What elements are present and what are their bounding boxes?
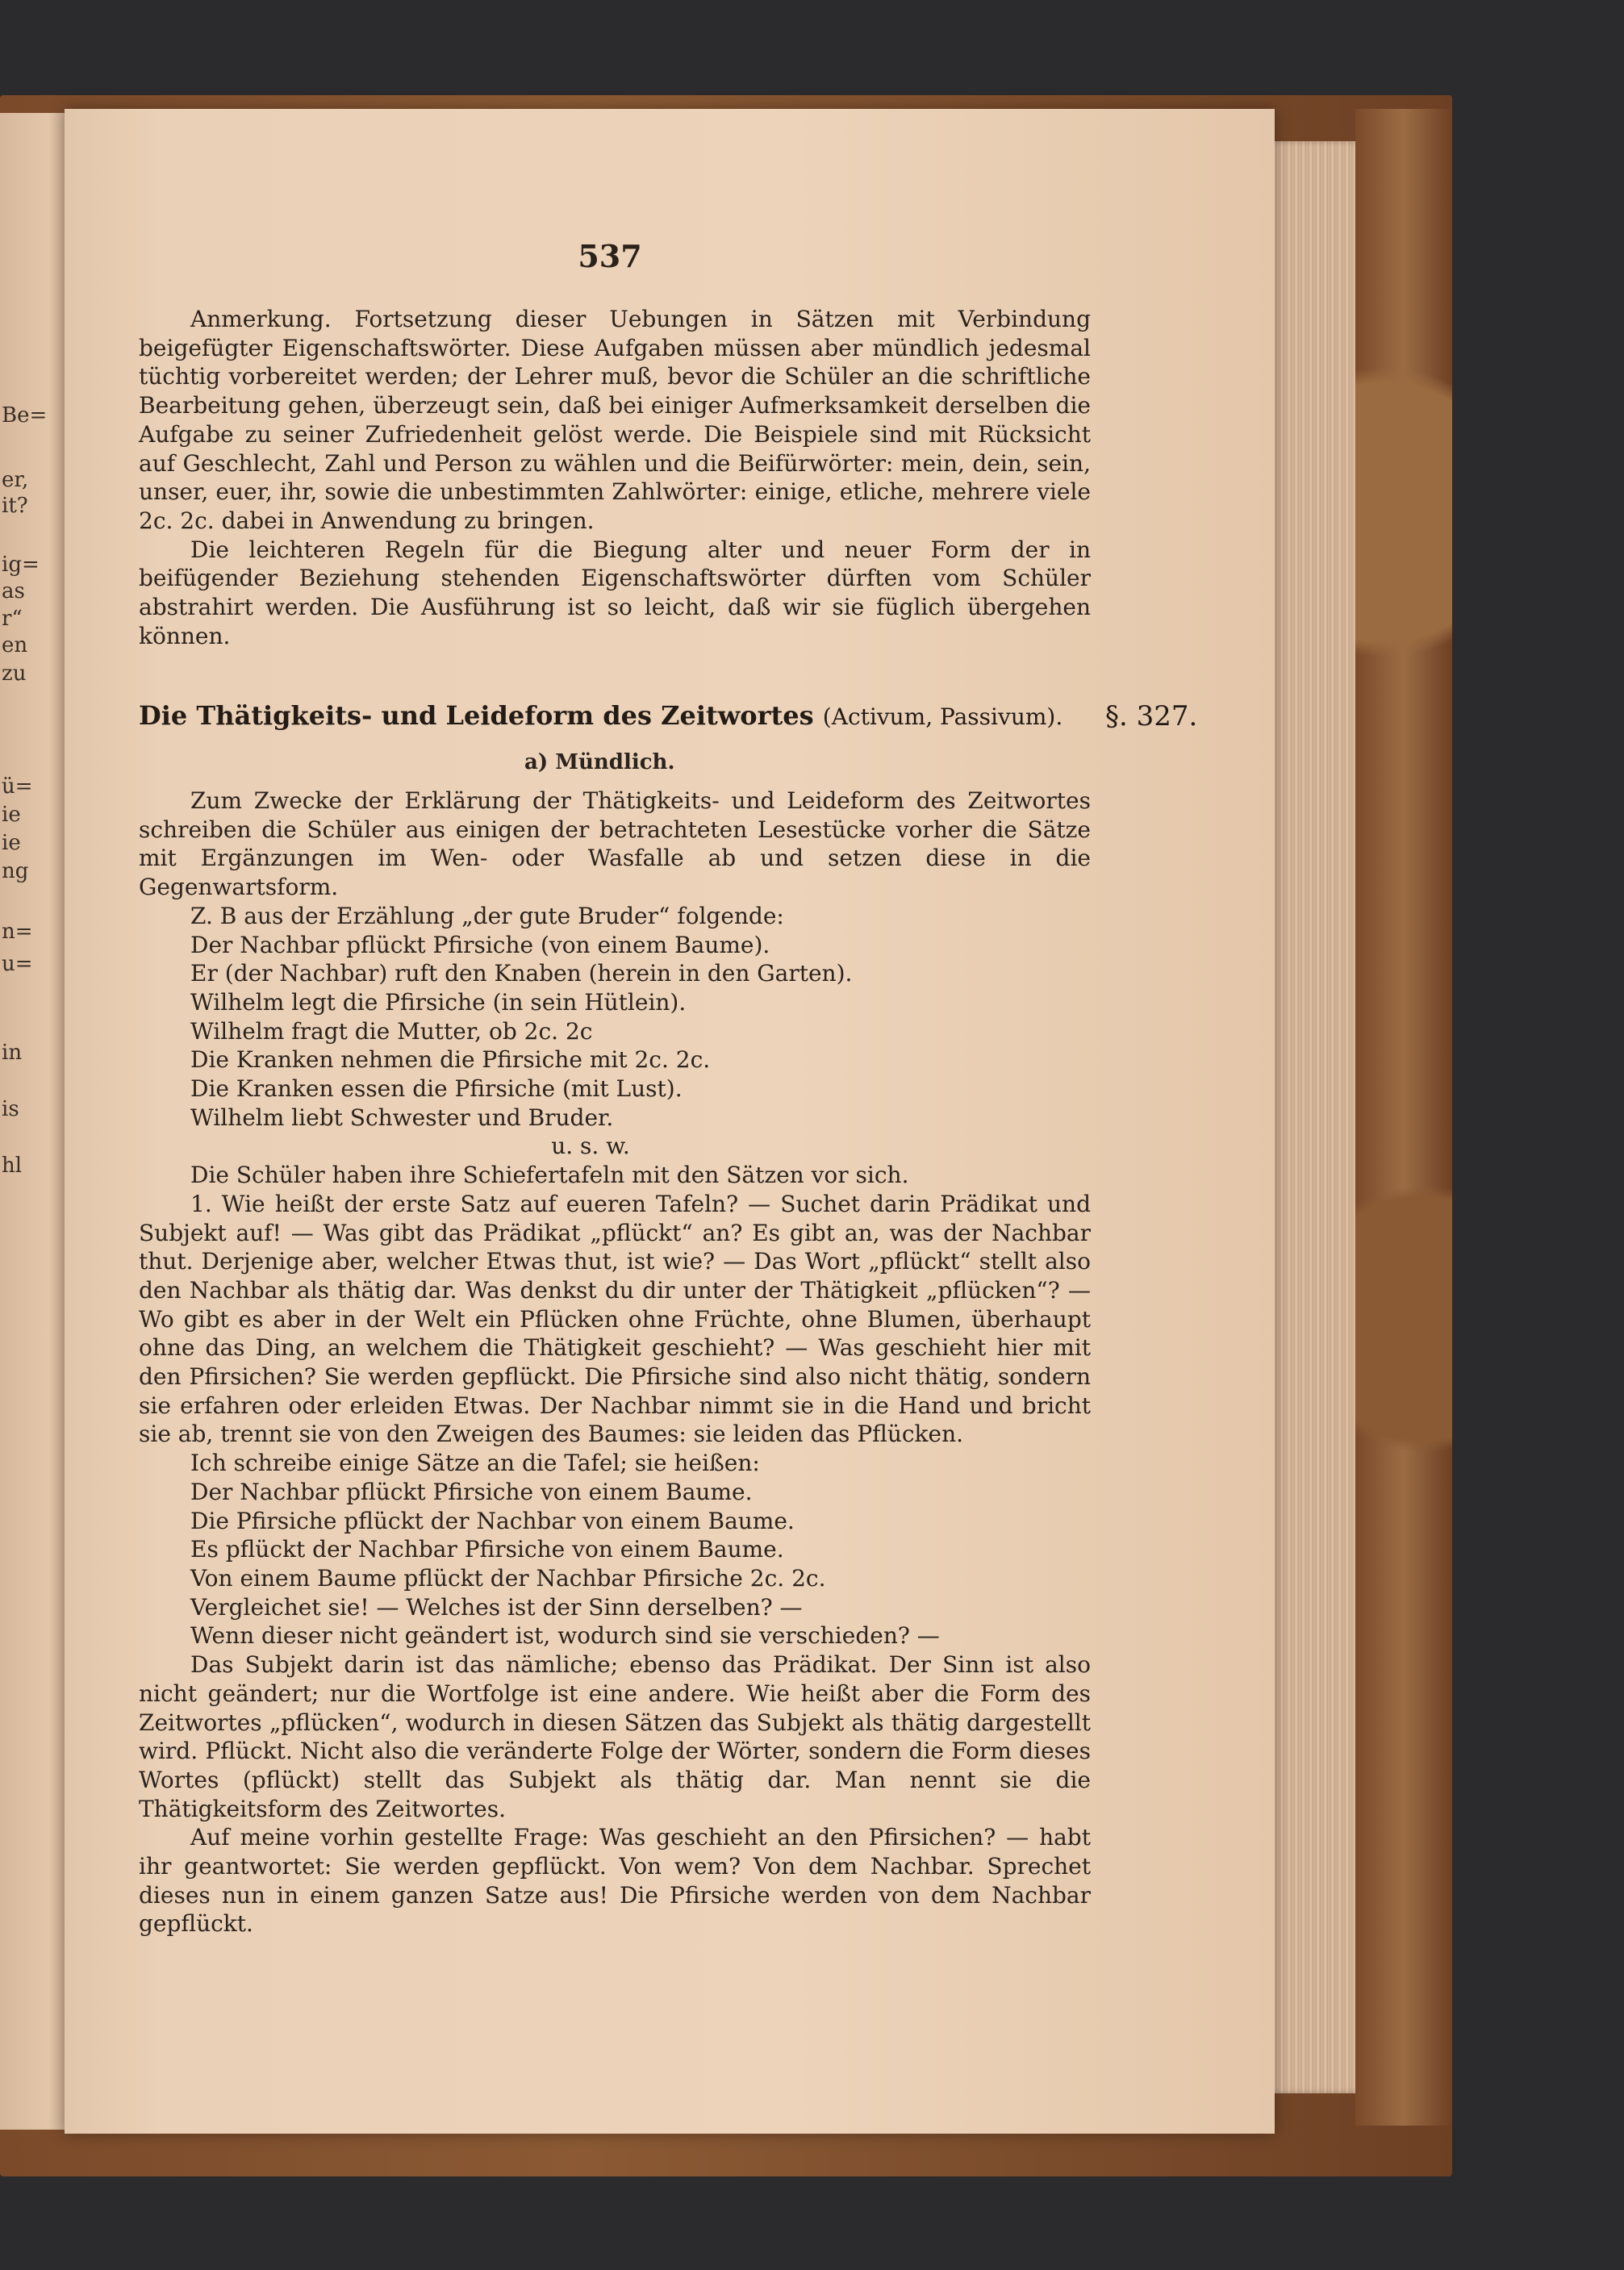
- left-page-fragment: r“: [2, 607, 23, 631]
- top-text-block: [139, 305, 1091, 650]
- subheading: a) Mündlich.: [524, 750, 675, 774]
- example-line: Die Pfirsiche pflückt der Nachbar von einem Baume.: [190, 1507, 795, 1534]
- example-line: Wilhelm fragt die Mutter, ob 2c. 2c: [190, 1017, 593, 1045]
- heading-latin: (Activum, Passivum).: [822, 703, 1063, 730]
- heading-title: Die Thätigkeits- und Leideform des Zeitwortes: [139, 700, 814, 731]
- page-edges: [1263, 141, 1355, 2093]
- left-page-fragment: hl: [2, 1154, 23, 1178]
- left-page-fragment: ie: [2, 831, 21, 855]
- main-text-block: [139, 787, 1091, 1938]
- example-line: Die Kranken nehmen die Pfirsiche mit 2c. 2c.: [190, 1046, 711, 1074]
- example-line: Von einem Baume pflückt der Nachbar Pfirsiche 2c. 2c.: [190, 1564, 826, 1592]
- question-paragraph: 1. Wie heißt der erste Satz auf eueren Tafeln? — Suchet darin Prädikat und Subjekt auf! — Was gibt das Prädikat „pflückt“ an? Es gibt an, was der Nachbar thut. Derjenige aber, welcher Etwas thut, ist wie? — Das Wort „pflückt“ stellt also den Nachbar als thätig dar. Was denkst du dir unter der Thätigkeit „pflücken“? — Wo gibt es aber in der Welt ein Pflücken ohne Früchte, ohne Blumen, überhaupt ohne das Ding, an welchem die Thätigkeit geschieht? — Was geschieht hier mit den Pfirsichen? Sie werden gepflückt. Die Pfirsiche sind also nicht thätig, sondern sie erfahren oder erleiden Etwas. Der Nachbar nimmt sie in die Hand und bricht sie ab, trennt sie von den Zweigen des Baumes: sie leiden das Pflücken.: [139, 1190, 1091, 1448]
- example-line: Der Nachbar pflückt Pfirsiche von einem Baume.: [190, 1478, 753, 1505]
- example-line: Z. B aus der Erzählung „der gute Bruder“ folgende:: [190, 902, 784, 929]
- anmerkung-paragraph: Anmerkung. Fortsetzung dieser Uebungen in Sätzen mit Verbindung beigefügter Eigenschaftswörter. Diese Aufgaben müssen aber mündlich jedesmal tüchtig vorbereitet werden; der Lehrer muß, bevor die Schüler an die schriftliche Bearbeitung gehen, überzeugt sein, daß bei einiger Aufmerksamkeit derselben die Aufgabe zu seiner Zufriedenheit gelöst werde. Die Beispiele sind mit Rücksicht auf Geschlecht, Zahl und Person zu wählen und die Beifürwörter: mein, dein, sein, unser, euer, ihr, sowie die unbestimmten Zahlwörter: einige, etliche, mehrere viele 2c. 2c. dabei in Anwendung zu bringen.: [139, 306, 1091, 534]
- example-line: Es pflückt der Nachbar Pfirsiche von einem Baume.: [190, 1536, 784, 1563]
- left-page-edge: [0, 113, 69, 2130]
- example-line: Vergleichet sie! — Welches ist der Sinn derselben? —: [190, 1593, 803, 1621]
- example-line: Wilhelm legt die Pfirsiche (in sein Hütlein).: [190, 988, 687, 1016]
- left-page-fragment: u=: [2, 952, 33, 976]
- example-line: Wenn dieser nicht geändert ist, wodurch sind sie verschieden? —: [190, 1622, 940, 1650]
- slates-paragraph: Die Schüler haben ihre Schiefertafeln mit den Sätzen vor sich.: [190, 1162, 909, 1189]
- subject-paragraph: Das Subjekt darin ist das nämliche; ebenso das Prädikat. Der Sinn ist also nicht geändert; nur die Wortfolge ist eine andere. Wie heißt aber die Form des Zeitwortes „pflücken“, wodurch in diesen Sätzen das Subjekt als thätig dargestellt wird. Pflückt. Nicht also die veränderte Folge der Wörter, sondern die Form dieses Wortes (pflückt) stellt das Subjekt als thätig dar. Man nennt sie die Thätigkeitsform des Zeitwortes.: [139, 1651, 1091, 1822]
- left-page-fragment: Be=: [2, 403, 48, 428]
- regeln-paragraph: Die leichteren Regeln für die Biegung alter und neuer Form der in beifügender Beziehung stehenden Eigenschaftswörter dürften vom Schüler abstrahirt werden. Die Ausführung ist so leicht, daß wir sie füglich übergehen können.: [139, 536, 1091, 649]
- example-list-2: [139, 1449, 1091, 1650]
- left-page-fragment: ng: [2, 859, 29, 883]
- example-line: Der Nachbar pflückt Pfirsiche (von einem Baume).: [190, 931, 770, 958]
- page-number: 537: [578, 238, 642, 274]
- left-page-fragment: ig=: [2, 553, 40, 577]
- example-list-1: [139, 902, 1091, 1133]
- final-paragraph: Auf meine vorhin gestellte Frage: Was geschieht an den Pfirsichen? — habt ihr geantwortet: Sie werden gepflückt. Von wem? Von dem Nachbar. Sprechet dieses nun in einem ganzen Satze aus! Die Pfirsiche werden von dem Nachbar gepflückt.: [139, 1824, 1091, 1938]
- left-page-fragment: in: [2, 1041, 23, 1065]
- example-line: Ich schreibe einige Sätze an die Tafel; sie heißen:: [190, 1450, 760, 1477]
- example-line: Er (der Nachbar) ruft den Knaben (herein in den Garten).: [190, 960, 853, 987]
- book-cover-right-edge: [1355, 109, 1452, 2126]
- left-page-fragment: is: [2, 1097, 19, 1121]
- section-number: §. 327.: [1105, 700, 1198, 732]
- intro-paragraph: Zum Zwecke der Erklärung der Thätigkeits- und Leideform des Zeitwortes schreiben die Schüler aus einigen der betrachteten Lesestücke vorher die Sätze mit Ergänzungen im Wen- oder Wasfalle ab und setzen diese in die Gegenwartsform.: [139, 787, 1091, 901]
- left-page-fragment: it?: [2, 494, 28, 518]
- left-page-fragment: en: [2, 633, 28, 657]
- left-page-fragment: ie: [2, 803, 21, 827]
- example-line: Wilhelm liebt Schwester und Bruder.: [190, 1104, 614, 1131]
- left-page-fragment: as: [2, 579, 25, 603]
- left-page-fragment: zu: [2, 661, 27, 686]
- section-heading: [139, 700, 1196, 731]
- usw-line: u. s. w.: [551, 1133, 630, 1160]
- left-page-fragment: ü=: [2, 774, 33, 799]
- left-page-fragment: er,: [2, 468, 29, 492]
- example-line: Die Kranken essen die Pfirsiche (mit Lust).: [190, 1075, 683, 1103]
- left-page-fragment: n=: [2, 920, 33, 944]
